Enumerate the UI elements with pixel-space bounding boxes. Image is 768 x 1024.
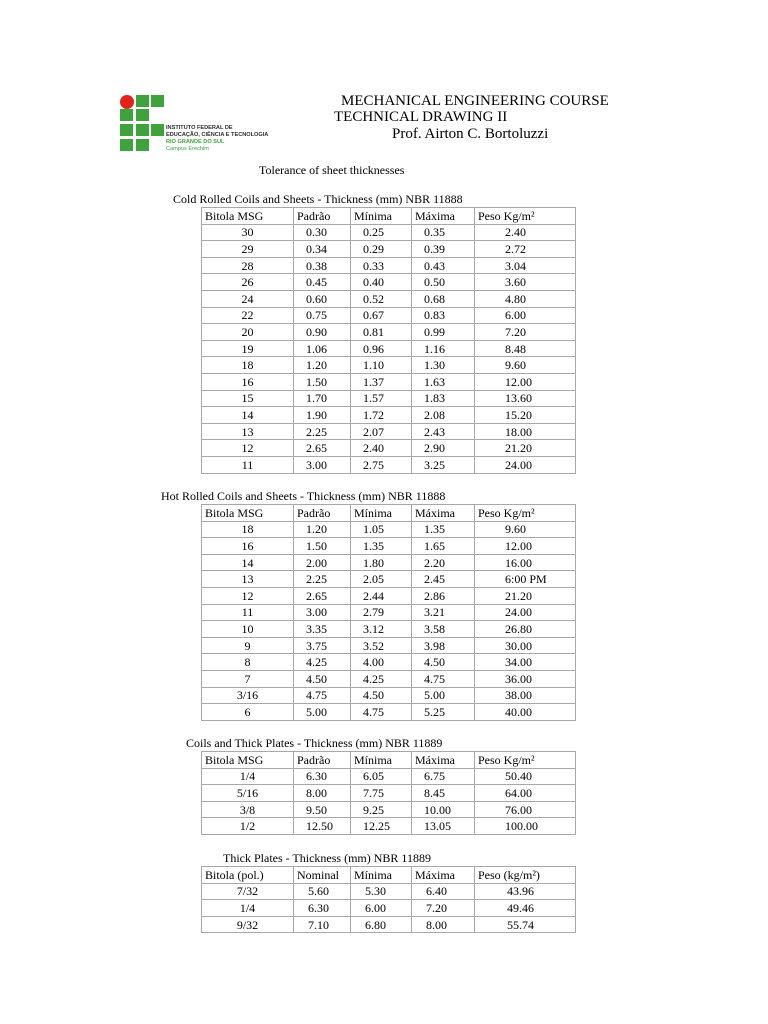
table-cell: 12.00 [475, 373, 576, 390]
table-cell: 2.40 [475, 224, 576, 241]
table-cell: 4.50 [294, 670, 351, 687]
table-row [202, 538, 576, 555]
table-row [202, 768, 576, 785]
logo-text-line1: INSTITUTO FEDERAL DE [166, 125, 233, 131]
table-cell: 0.25 [351, 224, 412, 241]
table-cell: 2.65 [294, 587, 351, 604]
table-cell: 12 [202, 587, 294, 604]
table-row [202, 224, 576, 241]
document-subtitle: Tolerance of sheet thicknesses [259, 163, 405, 177]
table-cell: 2.20 [412, 554, 475, 571]
table-cell: 5.00 [412, 687, 475, 704]
table-cell: 1.50 [294, 373, 351, 390]
table-cell: 36.00 [475, 670, 576, 687]
table-row [202, 290, 576, 307]
table-cell: 7.20 [475, 324, 576, 341]
table-row [202, 604, 576, 621]
column-header: Bitola MSG [202, 208, 294, 225]
column-header: Nominal [294, 867, 351, 884]
table-cell: 15 [202, 390, 294, 407]
column-header: Máxima [412, 752, 475, 769]
table-cell: 12.25 [351, 818, 412, 835]
table-cell: 4.50 [351, 687, 412, 704]
table-cell: 0.67 [351, 307, 412, 324]
table-cell: 6 [202, 704, 294, 721]
table-cell: 3.21 [412, 604, 475, 621]
table-cell: 1.80 [351, 554, 412, 571]
table-cell: 7 [202, 670, 294, 687]
table-cell: 0.52 [351, 290, 412, 307]
column-header: Padrão [294, 752, 351, 769]
column-header: Máxima [412, 867, 475, 884]
table-cell: 0.29 [351, 241, 412, 258]
table-cell: 0.34 [294, 241, 351, 258]
column-header: Peso Kg/m² [475, 752, 576, 769]
table-cell: 8.00 [294, 785, 351, 802]
table-cell: 29 [202, 241, 294, 258]
table-cell: 26 [202, 274, 294, 291]
table-cell: 12 [202, 440, 294, 457]
table-cell: 1/2 [202, 818, 294, 835]
table-cell: 3.98 [412, 637, 475, 654]
table-cell: 1/4 [202, 768, 294, 785]
table-cell: 18 [202, 357, 294, 374]
table-row [202, 801, 576, 818]
table-cell: 4.80 [475, 290, 576, 307]
table-cell: 1.20 [294, 357, 351, 374]
table-cell: 5.60 [294, 883, 351, 900]
table-header-row [202, 752, 576, 769]
table-row [202, 373, 576, 390]
table-title-thick-plates: Thick Plates - Thickness (mm) NBR 11889 [223, 851, 431, 865]
table-cell: 9/32 [202, 916, 294, 933]
column-header: Bitola MSG [202, 752, 294, 769]
table-cell: 13.60 [475, 390, 576, 407]
table-cell: 0.60 [294, 290, 351, 307]
table-cell: 3.58 [412, 621, 475, 638]
table-cell: 4.25 [294, 654, 351, 671]
table-cell: 18.00 [475, 423, 576, 440]
table-row [202, 357, 576, 374]
table-cell: 21.20 [475, 440, 576, 457]
table-cell: 24.00 [475, 604, 576, 621]
table-cell: 3.12 [351, 621, 412, 638]
thick-plates-table [201, 866, 576, 933]
table-cell: 20 [202, 324, 294, 341]
table-header-row [202, 867, 576, 884]
table-row [202, 571, 576, 588]
logo-text-line2: EDUCAÇÃO, CIÊNCIA E TECNOLOGIA [166, 132, 269, 138]
table-cell: 100.00 [475, 818, 576, 835]
table-cell: 14 [202, 554, 294, 571]
table-cell: 0.75 [294, 307, 351, 324]
column-header: Mínima [351, 867, 412, 884]
table-cell: 0.30 [294, 224, 351, 241]
table-cell: 9 [202, 637, 294, 654]
table-cell: 6.40 [412, 883, 475, 900]
table-cell: 1.70 [294, 390, 351, 407]
table-cell: 10 [202, 621, 294, 638]
table-row [202, 587, 576, 604]
table-cell: 64.00 [475, 785, 576, 802]
table-cell: 2.72 [475, 241, 576, 258]
table-cell: 0.99 [412, 324, 475, 341]
table-cell: 4.75 [412, 670, 475, 687]
table-cell: 0.43 [412, 257, 475, 274]
cold-rolled-table [201, 207, 576, 474]
table-cell: 24 [202, 290, 294, 307]
table-cell: 12.00 [475, 538, 576, 555]
table-cell: 6:00 PM [475, 571, 576, 588]
table-cell: 40.00 [475, 704, 576, 721]
table-row [202, 521, 576, 538]
column-header: Padrão [294, 505, 351, 522]
table-cell: 1/4 [202, 900, 294, 917]
hot-rolled-table [201, 504, 576, 721]
column-header: Máxima [412, 208, 475, 225]
table-cell: 1.06 [294, 340, 351, 357]
table-cell: 4.75 [351, 704, 412, 721]
table-cell: 16 [202, 373, 294, 390]
table-cell: 6.00 [351, 900, 412, 917]
table-cell: 50.40 [475, 768, 576, 785]
table-cell: 7.10 [294, 916, 351, 933]
discipline-title: TECHNICAL DRAWING II [334, 109, 508, 125]
table-cell: 34.00 [475, 654, 576, 671]
table-cell: 2.79 [351, 604, 412, 621]
table-cell: 13.05 [412, 818, 475, 835]
table-cell: 6.80 [351, 916, 412, 933]
table-cell: 10.00 [412, 801, 475, 818]
table-row [202, 456, 576, 473]
table-row [202, 390, 576, 407]
table-cell: 5/16 [202, 785, 294, 802]
table-cell: 0.83 [412, 307, 475, 324]
table-title-coils-thick-plates: Coils and Thick Plates - Thickness (mm) NBR 11889 [186, 736, 443, 750]
column-header: Peso Kg/m² [475, 505, 576, 522]
table-cell: 6.30 [294, 900, 351, 917]
column-header: Padrão [294, 208, 351, 225]
table-cell: 9.25 [351, 801, 412, 818]
table-row [202, 704, 576, 721]
table-cell: 22 [202, 307, 294, 324]
table-cell: 8.48 [475, 340, 576, 357]
table-row [202, 340, 576, 357]
table-cell: 2.05 [351, 571, 412, 588]
table-row [202, 440, 576, 457]
table-cell: 76.00 [475, 801, 576, 818]
table-cell: 1.10 [351, 357, 412, 374]
table-row [202, 257, 576, 274]
table-cell: 9.60 [475, 521, 576, 538]
table-row [202, 423, 576, 440]
column-header: Peso Kg/m² [475, 208, 576, 225]
table-cell: 12.50 [294, 818, 351, 835]
table-cell: 16.00 [475, 554, 576, 571]
table-cell: 7.75 [351, 785, 412, 802]
table-cell: 4.75 [294, 687, 351, 704]
table-cell: 0.81 [351, 324, 412, 341]
column-header: Mínima [351, 505, 412, 522]
table-cell: 0.96 [351, 340, 412, 357]
table-cell: 2.86 [412, 587, 475, 604]
logo-text-line3: RIO GRANDE DO SUL [166, 139, 225, 145]
table-cell: 8.45 [412, 785, 475, 802]
column-header: Bitola (pol.) [202, 867, 294, 884]
table-cell: 5.00 [294, 704, 351, 721]
table-cell: 1.35 [412, 521, 475, 538]
table-cell: 30 [202, 224, 294, 241]
table-row [202, 670, 576, 687]
table-title-hot-rolled: Hot Rolled Coils and Sheets - Thickness (mm) NBR 11888 [161, 489, 446, 503]
table-cell: 2.44 [351, 587, 412, 604]
table-cell: 3.00 [294, 604, 351, 621]
table-row [202, 307, 576, 324]
table-cell: 38.00 [475, 687, 576, 704]
table-row [202, 687, 576, 704]
coils-thick-plates-table [201, 751, 576, 835]
table-header-row [202, 208, 576, 225]
table-cell: 8.00 [412, 916, 475, 933]
table-row [202, 785, 576, 802]
table-cell: 2.45 [412, 571, 475, 588]
table-cell: 11 [202, 604, 294, 621]
table-cell: 6.05 [351, 768, 412, 785]
table-cell: 11 [202, 456, 294, 473]
table-cell: 0.45 [294, 274, 351, 291]
institute-logo [120, 95, 280, 157]
column-header: Máxima [412, 505, 475, 522]
table-title-cold-rolled: Cold Rolled Coils and Sheets - Thickness (mm) NBR 11888 [173, 192, 463, 206]
table-cell: 4.25 [351, 670, 412, 687]
table-cell: 26.80 [475, 621, 576, 638]
table-row [202, 274, 576, 291]
table-cell: 1.30 [412, 357, 475, 374]
table-cell: 7/32 [202, 883, 294, 900]
table-cell: 8 [202, 654, 294, 671]
table-cell: 13 [202, 571, 294, 588]
table-row [202, 818, 576, 835]
table-row [202, 637, 576, 654]
table-cell: 3.60 [475, 274, 576, 291]
table-cell: 1.20 [294, 521, 351, 538]
table-cell: 1.50 [294, 538, 351, 555]
table-cell: 1.05 [351, 521, 412, 538]
table-row [202, 241, 576, 258]
table-cell: 1.72 [351, 407, 412, 424]
logo-red-dot [120, 95, 134, 109]
table-cell: 28 [202, 257, 294, 274]
table-cell: 21.20 [475, 587, 576, 604]
table-cell: 1.65 [412, 538, 475, 555]
table-cell: 6.75 [412, 768, 475, 785]
table-cell: 15.20 [475, 407, 576, 424]
course-title: MECHANICAL ENGINEERING COURSE [341, 93, 609, 109]
table-cell: 1.83 [412, 390, 475, 407]
table-cell: 0.33 [351, 257, 412, 274]
table-cell: 1.35 [351, 538, 412, 555]
table-cell: 14 [202, 407, 294, 424]
table-cell: 0.39 [412, 241, 475, 258]
table-cell: 49.46 [475, 900, 576, 917]
table-row [202, 554, 576, 571]
table-cell: 55.74 [475, 916, 576, 933]
table-cell: 1.16 [412, 340, 475, 357]
table-cell: 2.07 [351, 423, 412, 440]
table-cell: 3/8 [202, 801, 294, 818]
table-cell: 2.25 [294, 571, 351, 588]
table-cell: 1.37 [351, 373, 412, 390]
table-cell: 4.00 [351, 654, 412, 671]
table-cell: 9.60 [475, 357, 576, 374]
table-cell: 16 [202, 538, 294, 555]
table-cell: 13 [202, 423, 294, 440]
table-cell: 1.63 [412, 373, 475, 390]
table-cell: 2.08 [412, 407, 475, 424]
table-cell: 0.68 [412, 290, 475, 307]
table-cell: 0.50 [412, 274, 475, 291]
table-cell: 9.50 [294, 801, 351, 818]
table-cell: 3.75 [294, 637, 351, 654]
table-cell: 3.25 [412, 456, 475, 473]
table-cell: 2.90 [412, 440, 475, 457]
table-cell: 7.20 [412, 900, 475, 917]
table-cell: 1.90 [294, 407, 351, 424]
table-cell: 30.00 [475, 637, 576, 654]
table-cell: 0.35 [412, 224, 475, 241]
table-cell: 5.30 [351, 883, 412, 900]
table-cell: 18 [202, 521, 294, 538]
table-cell: 0.40 [351, 274, 412, 291]
table-cell: 19 [202, 340, 294, 357]
table-cell: 2.00 [294, 554, 351, 571]
table-row [202, 654, 576, 671]
table-cell: 4.50 [412, 654, 475, 671]
table-row [202, 900, 576, 917]
table-cell: 3.04 [475, 257, 576, 274]
column-header: Bitola MSG [202, 505, 294, 522]
table-cell: 2.65 [294, 440, 351, 457]
table-cell: 43.96 [475, 883, 576, 900]
table-row [202, 883, 576, 900]
table-cell: 3.35 [294, 621, 351, 638]
logo-text-line4: Campus Erechim [166, 146, 209, 152]
table-cell: 2.43 [412, 423, 475, 440]
table-cell: 2.25 [294, 423, 351, 440]
table-cell: 0.90 [294, 324, 351, 341]
table-cell: 3/16 [202, 687, 294, 704]
table-header-row [202, 505, 576, 522]
table-cell: 24.00 [475, 456, 576, 473]
column-header: Peso (kg/m²) [475, 867, 576, 884]
table-row [202, 324, 576, 341]
table-cell: 2.40 [351, 440, 412, 457]
table-cell: 0.38 [294, 257, 351, 274]
table-cell: 6.30 [294, 768, 351, 785]
column-header: Mínima [351, 752, 412, 769]
table-row [202, 916, 576, 933]
column-header: Mínima [351, 208, 412, 225]
table-row [202, 621, 576, 638]
table-cell: 5.25 [412, 704, 475, 721]
table-cell: 6.00 [475, 307, 576, 324]
table-cell: 3.00 [294, 456, 351, 473]
table-row [202, 407, 576, 424]
table-cell: 2.75 [351, 456, 412, 473]
table-cell: 1.57 [351, 390, 412, 407]
professor-name: Prof. Airton C. Bortoluzzi [392, 126, 549, 142]
table-cell: 3.52 [351, 637, 412, 654]
